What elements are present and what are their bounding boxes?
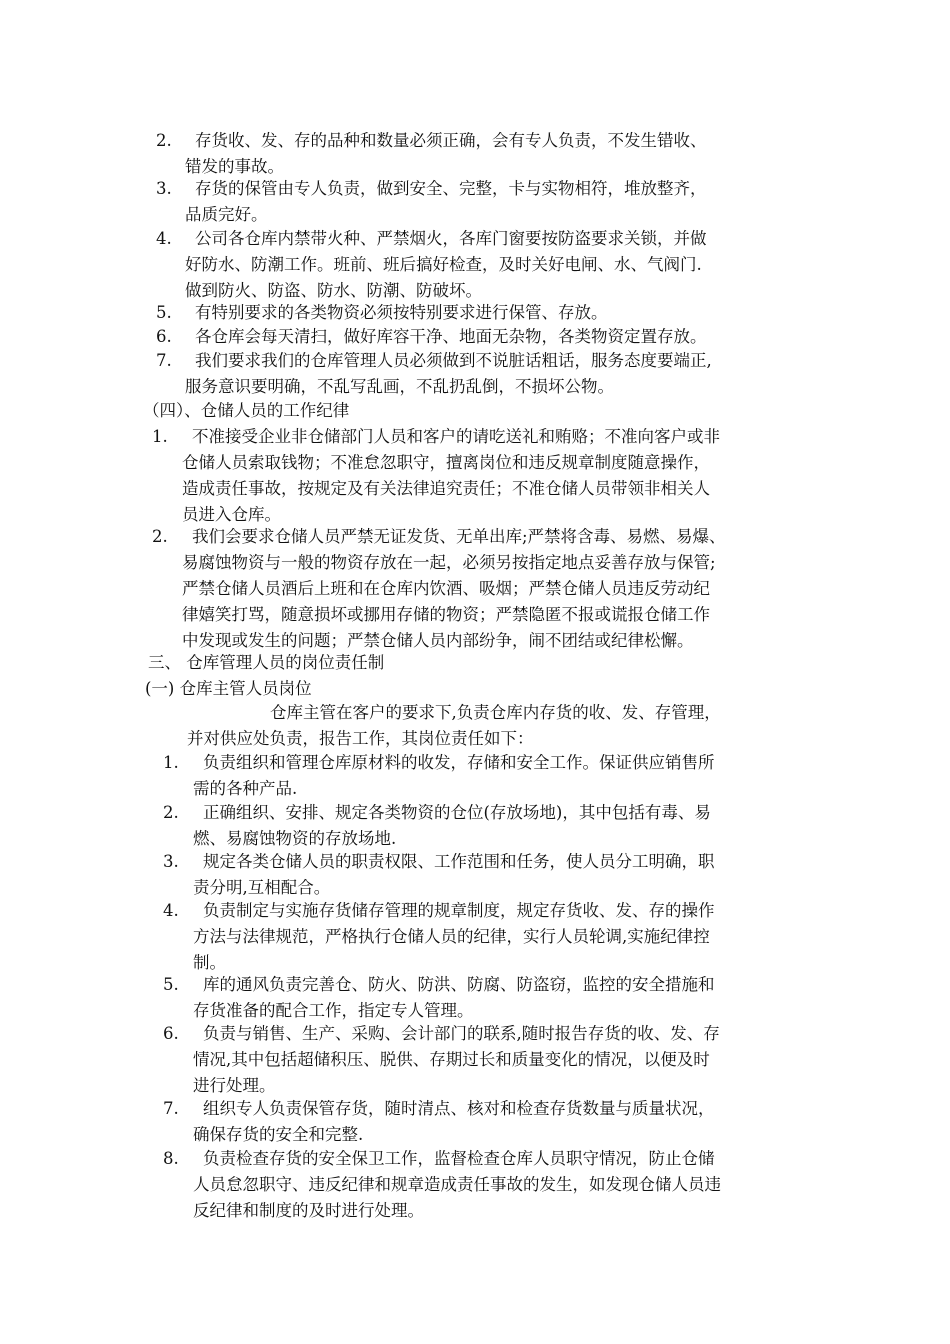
item-text-line: 存货准备的配合工作，指定专人管理。: [193, 1001, 474, 1020]
item-text-line: 进行处理。: [193, 1076, 276, 1095]
item-text-line: 有特别要求的各类物资必须按特别要求进行保管、存放。: [195, 303, 608, 322]
item-text-line: 我们要求我们的仓库管理人员必须做到不说脏话粗话，服务态度要端正,: [195, 351, 712, 370]
item-number: 4.: [156, 229, 172, 248]
item-number: 8.: [163, 1149, 179, 1168]
item-text-line: 负责与销售、生产、采购、会计部门的联系,随时报告存货的收、发、存: [203, 1024, 720, 1043]
item-text-line: 造成责任事故，按规定及有关法律追究责任；不准仓储人员带领非相关人: [182, 479, 710, 498]
item-text-line: 正确组织、安排、规定各类物资的仓位(存放场地)，其中包括有毒、易: [203, 803, 711, 822]
item-text-line: 好防水、防潮工作。班前、班后搞好检查，及时关好电闸、水、气阀门.: [185, 255, 702, 274]
item-number: 1.: [152, 427, 168, 446]
item-text-line: 公司各仓库内禁带火种、严禁烟火，各库门窗要按防盗要求关锁，并做: [195, 229, 707, 248]
item-text-line: 需的各种产品.: [193, 779, 298, 798]
item-text-line: 负责检查存货的安全保卫工作，监督检查仓库人员职守情况，防止仓储: [203, 1149, 715, 1168]
item-number: 4.: [163, 901, 179, 920]
item-number: 5.: [156, 303, 172, 322]
item-text-line: 责分明,互相配合。: [193, 878, 331, 897]
item-number: 2.: [152, 527, 168, 546]
item-text-line: 存货的保管由专人负责，做到安全、完整，卡与实物相符，堆放整齐，: [195, 179, 707, 198]
intro-line: 仓库主管在客户的要求下,负责仓库内存货的收、发、存管理，: [270, 703, 721, 722]
item-text-line: 服务意识要明确，不乱写乱画，不乱扔乱倒，不损坏公物。: [185, 377, 614, 396]
item-text-line: 负责组织和管理仓库原材料的收发，存储和安全工作。保证供应销售所: [203, 753, 715, 772]
item-text-line: 我们会要求仓储人员严禁无证发货、无单出库;严禁将含毒、易燃、易爆、: [192, 527, 726, 546]
item-text-line: 错发的事故。: [185, 157, 284, 176]
item-number: 5.: [163, 975, 179, 994]
item-number: 2.: [156, 131, 172, 150]
item-number: 6.: [163, 1024, 179, 1043]
item-number: 1.: [163, 753, 179, 772]
item-number: 7.: [156, 351, 172, 370]
item-text-line: 库的通风负责完善仓、防火、防洪、防腐、防盗窃，监控的安全措施和: [203, 975, 715, 994]
item-text-line: 规定各类仓储人员的职责权限、工作范围和任务，使人员分工明确，职: [203, 852, 715, 871]
section-heading: 三、 仓库管理人员的岗位责任制: [148, 653, 385, 672]
item-text-line: 各仓库会每天清扫，做好库容干净、地面无杂物，各类物资定置存放。: [195, 327, 707, 346]
item-number: 3.: [163, 852, 179, 871]
item-text-line: 人员怠忽职守、违反纪律和规章造成责任事故的发生，如发现仓储人员违: [193, 1175, 721, 1194]
item-number: 7.: [163, 1099, 179, 1118]
section-heading: （四）、仓储人员的工作纪律: [143, 401, 350, 420]
item-text-line: 反纪律和制度的及时进行处理。: [193, 1201, 424, 1220]
intro-line: 并对供应处负责，报告工作，其岗位责任如下：: [187, 729, 534, 748]
item-text-line: 确保存货的安全和完整.: [193, 1125, 364, 1144]
item-text-line: 负责制定与实施存货储存管理的规章制度，规定存货收、发、存的操作: [203, 901, 715, 920]
item-number: 3.: [156, 179, 172, 198]
item-text-line: 存货收、发、存的品种和数量必须正确，会有专人负责，不发生错收、: [195, 131, 707, 150]
item-text-line: 中发现或发生的问题；严禁仓储人员内部纷争，闹不团结或纪律松懈。: [182, 631, 694, 650]
item-number: 6.: [156, 327, 172, 346]
item-text-line: 易腐蚀物资与一般的物资存放在一起，必须另按指定地点妥善存放与保管;: [182, 553, 716, 572]
item-text-line: 组织专人负责保管存货，随时清点、核对和检查存货数量与质量状况，: [203, 1099, 715, 1118]
item-text-line: 仓储人员索取钱物；不准怠忽职守，擅离岗位和违反规章制度随意操作，: [182, 453, 710, 472]
item-text-line: 做到防火、防盗、防水、防潮、防破坏。: [185, 281, 482, 300]
item-text-line: 员进入仓库。: [182, 505, 281, 524]
item-text-line: 品质完好。: [185, 205, 268, 224]
subsection-heading: (一) 仓库主管人员岗位: [145, 679, 312, 698]
item-text-line: 方法与法律规范，严格执行仓储人员的纪律，实行人员轮调,实施纪律控: [193, 927, 710, 946]
item-text-line: 不准接受企业非仓储部门人员和客户的请吃送礼和贿赂；不准向客户或非: [192, 427, 720, 446]
item-text-line: 严禁仓储人员酒后上班和在仓库内饮酒、吸烟；严禁仓储人员违反劳动纪: [182, 579, 710, 598]
item-text-line: 燃、易腐蚀物资的存放场地.: [193, 829, 397, 848]
item-text-line: 情况,其中包括超储积压、脱供、存期过长和质量变化的情况，以便及时: [193, 1050, 710, 1069]
item-text-line: 律嬉笑打骂，随意损坏或挪用存储的物资；严禁隐匿不报或谎报仓储工作: [182, 605, 710, 624]
item-text-line: 制。: [193, 953, 226, 972]
item-number: 2.: [163, 803, 179, 822]
